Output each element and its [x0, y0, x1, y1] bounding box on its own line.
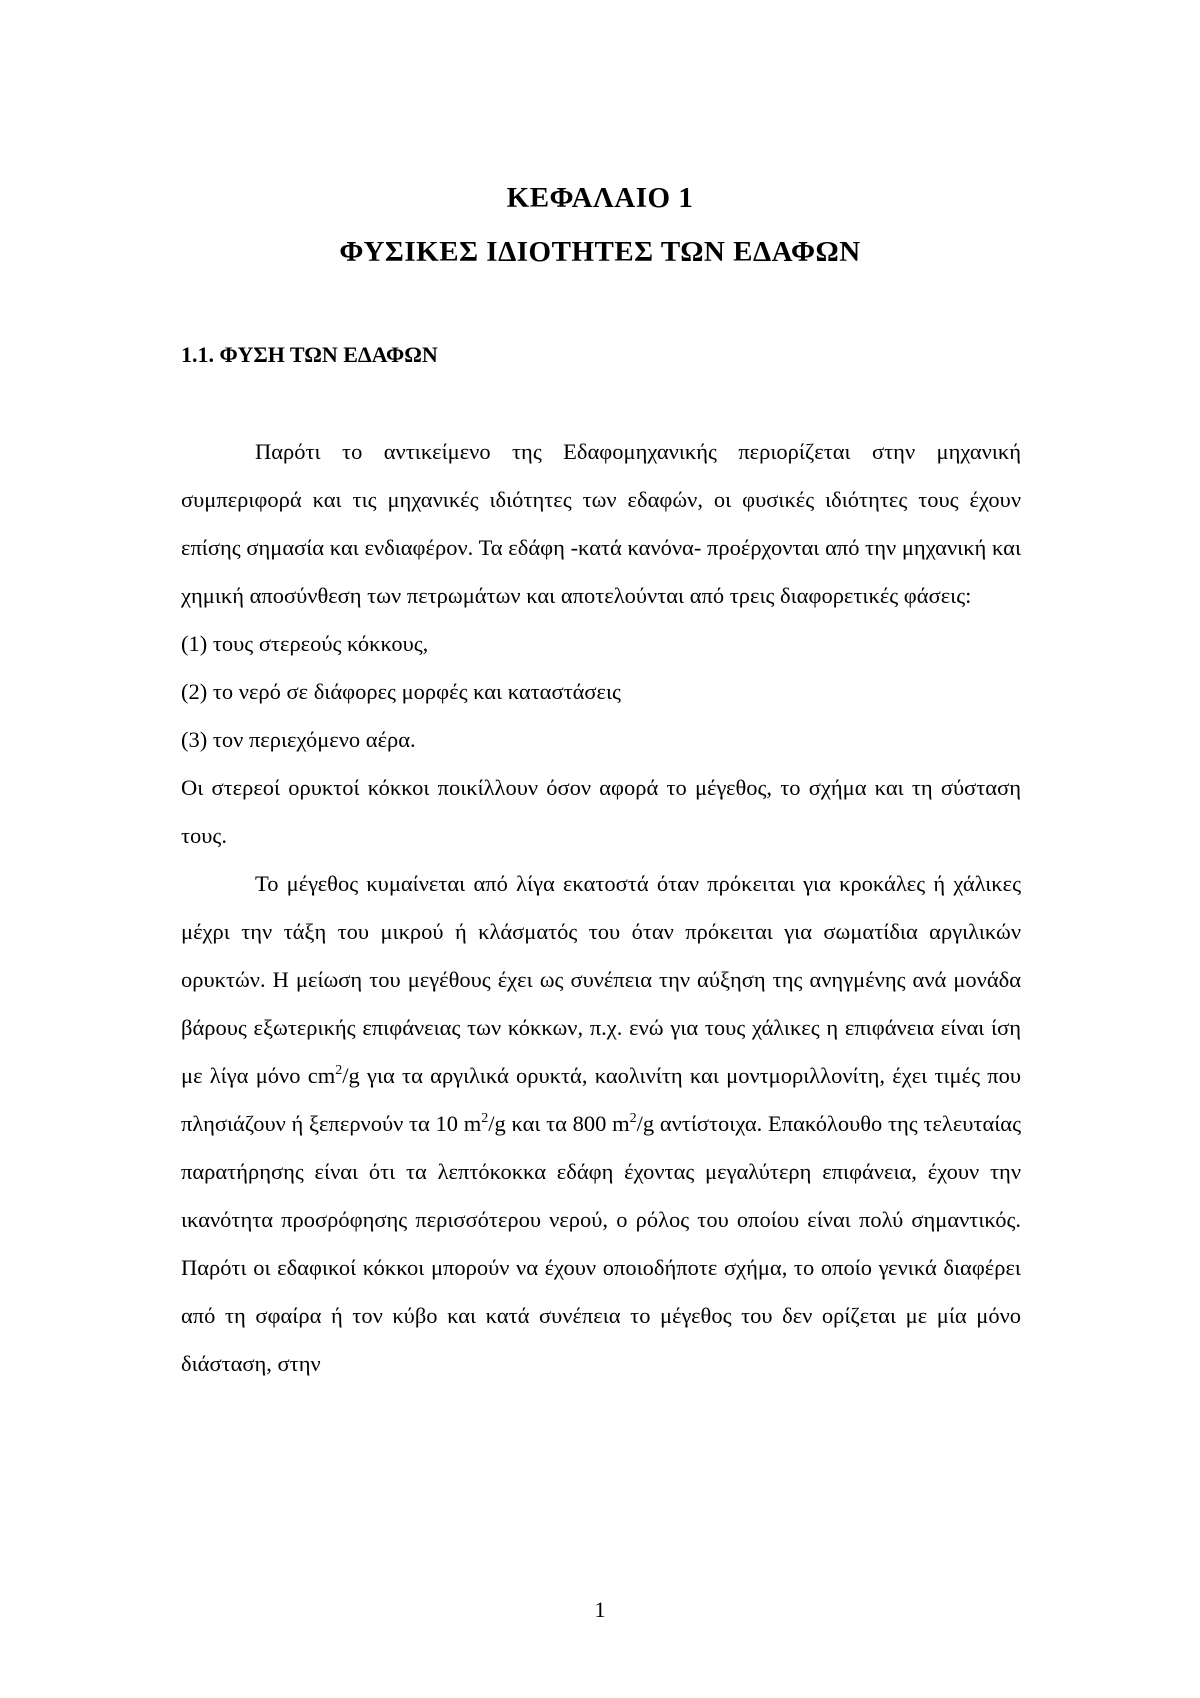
- body-text: [181, 428, 1021, 1388]
- page-number: 1: [594, 1597, 606, 1622]
- superscript-1: 2: [335, 1063, 343, 1078]
- chapter-title: ΦΥΣΙΚΕΣ ΙΔΙΟΤΗΤΕΣ ΤΩΝ ΕΔΑΦΩΝ: [339, 236, 861, 268]
- phase-item-1: (1) τους στερεούς κόκκους,: [181, 631, 429, 656]
- size-text-1: Το μέγεθος κυμαίνεται από λίγα εκατοστά όταν πρόκειται για κροκάλες ή χάλικες μέχρι την τάξη του μικρού ή κλάσματός του όταν πρόκειται για σωματίδια αργιλικών ορυκτών. Η μείωση του μεγέθους έχει ως συνέπεια την αύξηση της ανηγμένης ανά μονάδα βάρους εξωτερικής επιφάνειας των κόκκων, π.χ. ενώ για τους χάλικες η επιφάνεια είναι ίση με λίγα μόνο cm: [181, 871, 1021, 1088]
- size-text-2: /g για τα αργιλικά ορυκτά, καολινίτη και μοντμοριλλονίτη, έχει τιμές που πλησιάζουν ή ξεπερνούν τα 10 m: [181, 1063, 1021, 1136]
- superscript-2: 2: [481, 1111, 489, 1126]
- phase-item-2: (2) το νερό σε διάφορες μορφές και καταστάσεις: [181, 679, 621, 704]
- phase-item-3: (3) τον περιεχόμενο αέρα.: [181, 727, 416, 752]
- size-text-4: /g αντίστοιχα. Επακόλουθο της τελευταίας παρατήρησης είναι ότι τα λεπτόκοκκα εδάφη έχοντας μεγαλύτερη επιφάνεια, έχουν την ικανότητα προσρόφησης περισσότερου νερού, ο ρόλος του οποίου είναι πολύ σημαντικός. Παρότι οι εδαφικοί κόκκοι μπορούν να έχουν οποιοδήποτε σχήμα, το οποίο γενικά διαφέρει από τη σφαίρα ή τον κύβο και κατά συνέπεια το μέγεθος του δεν ορίζεται με μία μόνο διάσταση, στην: [181, 1111, 1021, 1376]
- grains-paragraph: Οι στερεοί ορυκτοί κόκκοι ποικίλλουν όσον αφορά το μέγεθος, το σχήμα και τη σύσταση τους.: [181, 775, 1021, 848]
- intro-paragraph: Παρότι το αντικείμενο της Εδαφομηχανικής περιορίζεται στην μηχανική συμπεριφορά και τις μηχανικές ιδιότητες των εδαφών, οι φυσικές ιδιότητες τους έχουν επίσης σημασία και ενδιαφέρον. Τα εδάφη -κατά κανόνα- προέρχονται από την μηχανική και χημική αποσύνθεση των πετρωμάτων και αποτελούνται από τρεις διαφορετικές φάσεις:: [181, 439, 1021, 608]
- size-paragraph: [181, 860, 1021, 1388]
- chapter-number: ΚΕΦΑΛΑΙΟ 1: [506, 182, 694, 214]
- section-heading: 1.1. ΦΥΣΗ ΤΩΝ ΕΔΑΦΩΝ: [181, 342, 438, 367]
- size-text-3: /g και τα 800 m: [488, 1111, 630, 1136]
- superscript-3: 2: [629, 1111, 637, 1126]
